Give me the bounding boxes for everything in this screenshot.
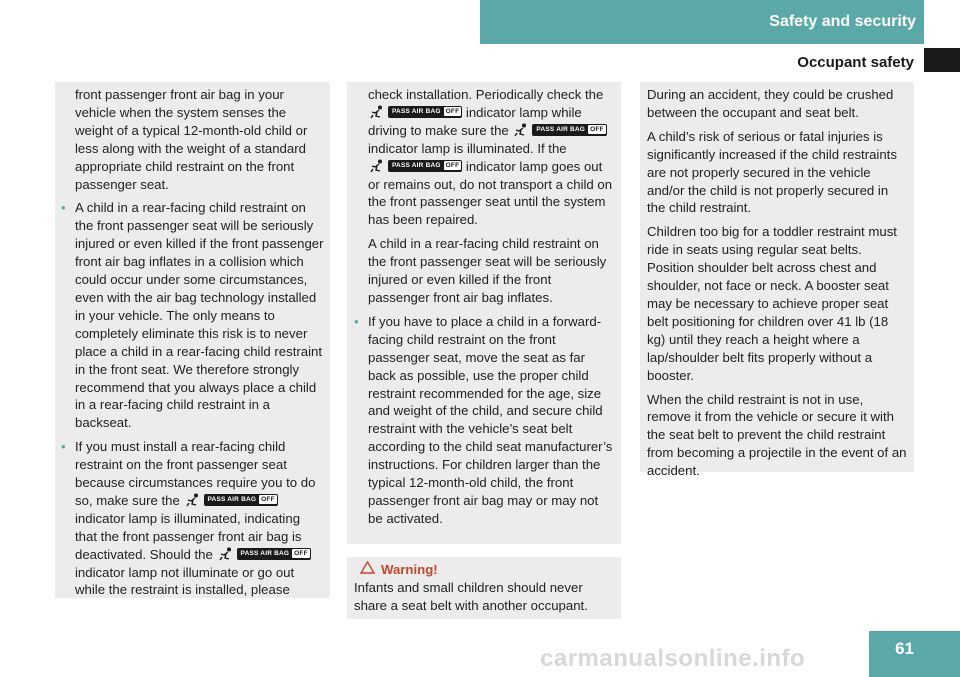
- section-title: Safety and security: [769, 13, 916, 30]
- pass-air-bag-label: [388, 106, 462, 118]
- pass-air-bag-label: [388, 160, 462, 172]
- page-subtitle: Occupant safety: [797, 54, 914, 71]
- warning-text: Infants and small children should never share a seat belt with another occupant.: [354, 580, 588, 613]
- column-1: [55, 82, 330, 598]
- child-seat-icon: [184, 493, 202, 507]
- warning-box: [347, 557, 621, 619]
- bullet-item: [75, 438, 324, 599]
- indicator-state: OFF: [261, 496, 275, 504]
- indicator-label: PASS AIR BAG: [207, 495, 257, 503]
- child-seat-icon: [368, 159, 386, 173]
- warning-title: [354, 561, 613, 579]
- paragraph: front passenger front air bag in your vehicle when the system senses the weight of a typical 12-month-old child or less along with the weight of a standard appropriate child restraint on the front passenger seat.: [75, 87, 308, 192]
- paragraph: A child in a rear-facing child restraint on the front passenger seat will be seriously injured or even killed if the front passenger front air bag inflates.: [368, 236, 607, 305]
- text-run: check installation. Periodically check the: [368, 87, 604, 102]
- column-2: [347, 82, 621, 544]
- pass-air-bag-off-indicator: [217, 547, 311, 561]
- text-run: indicator lamp is illuminated, indicating that the front passenger front air bag is deactivated. Should the: [75, 510, 302, 562]
- bullet-item: • A child in a rear-facing child restraint on the front passenger seat will be seriously injured or even killed if the front passenger front air bag inflates in a collision which could occur under some circumstances, even with the air bag technology installed in your vehicle. The only means to completely eliminate this risk is to never place a child in a rear-facing child restraint in the front seat. We therefore strongly recommend that you always place a child in a rear-facing child restraint in a backseat.: [75, 199, 324, 432]
- pass-air-bag-off-indicator: [184, 493, 278, 507]
- pass-air-bag-label: [204, 494, 278, 506]
- text-run: indicator lamp is illuminated. If the: [368, 140, 567, 156]
- text-run: indicator lamp while driving to make sure the: [368, 104, 582, 138]
- indicator-state: OFF: [445, 108, 460, 116]
- text-run: indicator lamp not illuminate or go out while the restraint is installed, please: [75, 564, 295, 598]
- pass-air-bag-off-indicator: [368, 105, 462, 119]
- text-run: If you must install a rear-facing child restraint on the front passenger seat because circumstances require you to do so, make sure the: [75, 439, 316, 508]
- watermark: carmanualsonline.info: [540, 645, 806, 672]
- indicator-state: OFF: [590, 126, 604, 134]
- column-3: [640, 82, 914, 479]
- section-header: [480, 0, 924, 44]
- page-number: 61: [869, 631, 960, 677]
- pass-air-bag-label: [532, 124, 606, 136]
- paragraph: During an accident, they could be crushed between the occupant and seat belt.: [647, 87, 894, 120]
- child-seat-icon: [512, 123, 530, 137]
- warning-title-text: Warning!: [381, 562, 438, 577]
- indicator-state: OFF: [445, 162, 460, 170]
- text-run: indicator lamp goes out or remains out, do not transport a child on the front passenger seat until the system has been repaired.: [368, 158, 613, 228]
- paragraph: When the child restraint is not in use, remove it from the vehicle or secure it with the seat belt to prevent the child restraint from becoming a projectile in the event of an accident.: [647, 391, 907, 479]
- paragraph: Children too big for a toddler restraint must ride in seats using regular seat belts. Position shoulder belt across chest and shoulder, not face or neck. A booster seat may be necessary to achieve proper seat belt positioning for children over 41 lb (18 kg) until they reach a height where a lap/shoulder belt fits properly without a booster.: [647, 224, 897, 383]
- child-seat-icon: [217, 547, 235, 561]
- pass-air-bag-off-indicator: [512, 123, 606, 137]
- child-seat-icon: [368, 105, 386, 119]
- indicator-label: PASS AIR BAG: [392, 107, 441, 115]
- paragraph: [368, 86, 615, 229]
- indicator-state: OFF: [294, 550, 308, 558]
- indicator-label: PASS AIR BAG: [536, 125, 586, 133]
- section-marker: [924, 48, 960, 72]
- warning-triangle-icon: [360, 561, 375, 579]
- pass-air-bag-label: [237, 548, 311, 560]
- bullet-item: • If you have to place a child in a forward-facing child restraint on the front passenger seat, move the seat as far back as possible, use the proper child restraint recommended for the age, size and weight of the child, and secure child restraint with the vehicle’s seat belt according to the child seat manufacturer’s instructions. For children larger than the typical 12-month-old child, the front passenger front air bag may or may not be activated.: [368, 313, 615, 528]
- indicator-label: PASS AIR BAG: [240, 549, 290, 557]
- paragraph: A child’s risk of serious or fatal injuries is significantly increased if the child restraints are not properly secured in the vehicle and/or the child is not properly secured in the child restraint.: [647, 128, 897, 216]
- indicator-label: PASS AIR BAG: [392, 161, 441, 169]
- pass-air-bag-off-indicator: [368, 159, 462, 173]
